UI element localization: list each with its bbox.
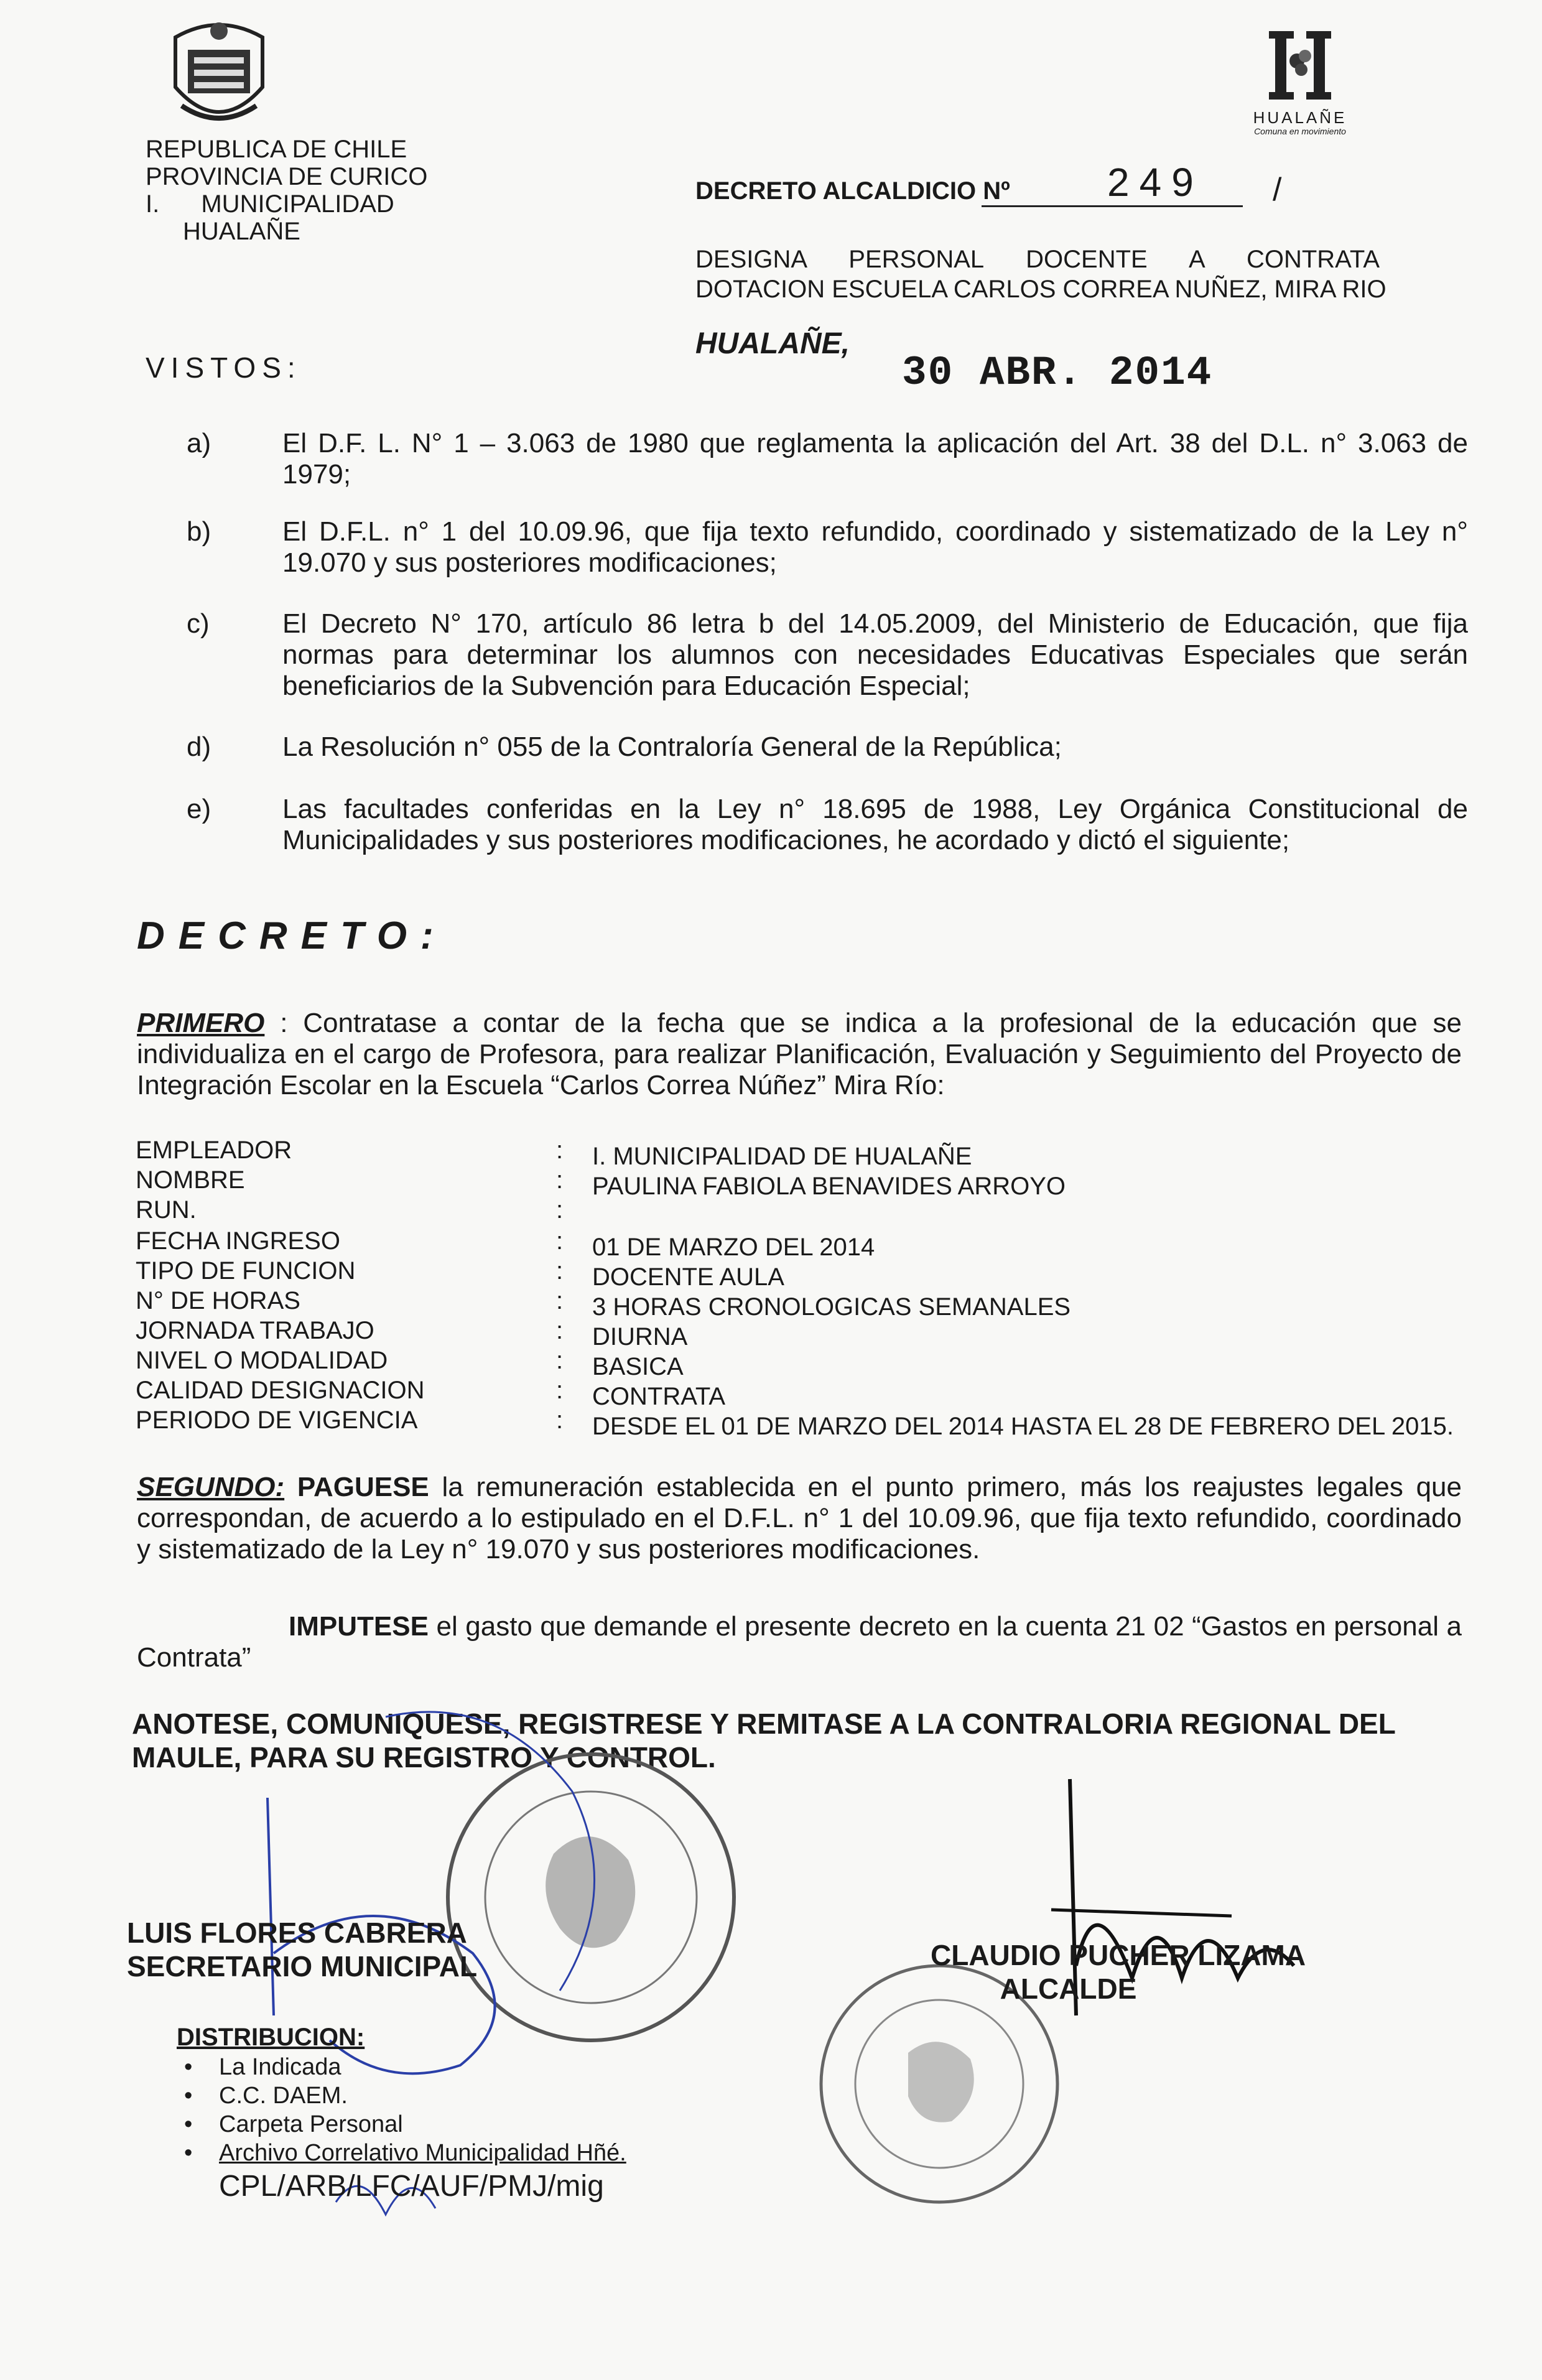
detail-value: DOCENTE AULA bbox=[592, 1263, 784, 1291]
vistos-heading: VISTOS: bbox=[146, 351, 302, 384]
detail-separator: : bbox=[556, 1317, 564, 1344]
detail-separator: : bbox=[556, 1166, 564, 1194]
decree-number: 249 bbox=[1107, 160, 1204, 205]
detail-value: DIURNA bbox=[592, 1323, 688, 1350]
imputese-paragraph bbox=[137, 1611, 1462, 1673]
vistos-text: El D.F. L. N° 1 – 3.063 de 1980 que reglamenta la aplicación del Art. 38 del D.L. n° 3.063 de 1979; bbox=[282, 428, 1468, 490]
header-issuer bbox=[146, 136, 494, 245]
detail-value: 3 HORAS CRONOLOGICAS SEMANALES bbox=[592, 1293, 1071, 1321]
distribution-item: • La Indicada bbox=[219, 2053, 626, 2081]
detail-separator: : bbox=[556, 1227, 564, 1255]
municipality-line bbox=[146, 190, 494, 218]
details-table bbox=[136, 1136, 1504, 1447]
municipality-prefix: I. bbox=[146, 190, 160, 218]
detail-row bbox=[136, 1166, 1066, 1200]
detail-row bbox=[136, 1346, 684, 1380]
mayor-name: CLAUDIO PUCHER LIZAMA bbox=[931, 1939, 1306, 1971]
vistos-letter: d) bbox=[187, 732, 211, 762]
decreto-heading: DECRETO: bbox=[137, 914, 447, 957]
detail-row bbox=[136, 1257, 784, 1291]
decree-place: HUALAÑE, bbox=[695, 327, 850, 360]
hualane-logo-icon bbox=[1263, 25, 1337, 106]
detail-separator: : bbox=[556, 1347, 564, 1374]
detail-label: RUN. bbox=[136, 1196, 197, 1224]
distribution-list bbox=[219, 2053, 626, 2167]
primero-paragraph bbox=[137, 1008, 1462, 1101]
primero-label: PRIMERO bbox=[137, 1008, 265, 1038]
mayor-block bbox=[931, 1938, 1306, 2006]
secretary-block bbox=[127, 1916, 477, 1983]
detail-separator: : bbox=[556, 1287, 564, 1314]
detail-row bbox=[136, 1376, 726, 1410]
detail-row bbox=[136, 1196, 564, 1224]
logo-name: HUALAÑE bbox=[1253, 108, 1347, 127]
vistos-letter: c) bbox=[187, 608, 210, 639]
municipal-seal-left-icon bbox=[448, 1754, 734, 2040]
secretary-title: SECRETARIO MUNICIPAL bbox=[127, 1950, 478, 1983]
reference-initials: CPL/ARB/LFC/AUF/PMJ/mig bbox=[219, 2170, 604, 2203]
detail-label: N° DE HORAS bbox=[136, 1287, 300, 1314]
detail-label: NOMBRE bbox=[136, 1166, 245, 1194]
detail-separator: : bbox=[556, 1137, 564, 1164]
vistos-text: El D.F.L. n° 1 del 10.09.96, que fija texto refundido, coordinado y sistematizado de la Ley n° 19.070 y sus posteriores modificaciones; bbox=[282, 516, 1468, 578]
detail-label: FECHA INGRESO bbox=[136, 1227, 340, 1255]
vistos-letter: e) bbox=[187, 794, 211, 824]
vistos-text: La Resolución n° 055 de la Contraloría General de la República; bbox=[282, 732, 1062, 762]
coat-of-arms-icon bbox=[163, 12, 275, 137]
detail-value: I. MUNICIPALIDAD DE HUALAÑE bbox=[592, 1143, 972, 1170]
province-name: PROVINCIA DE CURICO bbox=[146, 163, 428, 190]
vistos-text: Las facultades conferidas en la Ley n° 18.695 de 1988, Ley Orgánica Constitucional de Municipalidades y sus posteriores modificaciones, he acordado y dictó el siguiente; bbox=[282, 794, 1468, 855]
detail-separator: : bbox=[556, 1377, 564, 1404]
detail-label: NIVEL O MODALIDAD bbox=[136, 1347, 388, 1374]
secretary-name: LUIS FLORES CABRERA bbox=[127, 1917, 467, 1949]
detail-separator: : bbox=[556, 1196, 564, 1224]
imputese-text: el gasto que demande el presente decreto en la cuenta 21 02 “Gastos en personal a Contrata” bbox=[137, 1611, 1462, 1673]
country-name: REPUBLICA DE CHILE bbox=[146, 136, 407, 163]
segundo-bold-word: PAGUESE bbox=[297, 1472, 429, 1502]
detail-label: CALIDAD DESIGNACION bbox=[136, 1377, 425, 1404]
segundo-paragraph bbox=[137, 1472, 1462, 1565]
detail-row bbox=[136, 1136, 972, 1170]
segundo-text: la remuneración establecida en el punto primero, más los reajustes legales que correspondan, de acuerdo a lo estipulado en el D.F.L. n° 1 del 10.09.96, que fija texto refundido, coordinado y sistematizado de la Ley n° 19.070 y sus posteriores modificaciones. bbox=[137, 1472, 1462, 1564]
primero-text: Contratase a contar de la fecha que se indica a la profesional de la educación que se individualiza en el cargo de Profesora, para realizar Planificación, Evaluación y Seguimiento del Proyecto de Integración Escolar en la Escuela “Carlos Correa Núñez” Mira Río: bbox=[137, 1008, 1462, 1100]
detail-label: PERIODO DE VIGENCIA bbox=[136, 1406, 418, 1434]
date-stamp: 30 ABR. 2014 bbox=[902, 350, 1213, 396]
detail-label: JORNADA TRABAJO bbox=[136, 1317, 374, 1344]
decree-number-line bbox=[982, 205, 1243, 207]
detail-row bbox=[136, 1406, 1454, 1440]
detail-value: PAULINA FABIOLA BENAVIDES ARROYO bbox=[592, 1173, 1066, 1200]
decree-subject-line-2: DOTACION ESCUELA CARLOS CORREA NUÑEZ, MIRA RIO bbox=[695, 276, 1386, 303]
decree-label: DECRETO ALCALDICIO Nº bbox=[695, 177, 1010, 205]
detail-label: EMPLEADOR bbox=[136, 1137, 292, 1164]
distribution-item: • Carpeta Personal bbox=[219, 2110, 626, 2139]
detail-separator: : bbox=[556, 1257, 564, 1285]
logo-slogan: Comuna en movimiento bbox=[1254, 126, 1346, 136]
mayor-title: ALCALDE bbox=[1000, 1973, 1137, 2005]
vistos-letter: a) bbox=[187, 428, 211, 458]
detail-value: BASICA bbox=[592, 1353, 684, 1380]
segundo-label: SEGUNDO: bbox=[137, 1472, 285, 1502]
detail-row bbox=[136, 1227, 875, 1261]
detail-row bbox=[136, 1286, 1071, 1321]
detail-value: DESDE EL 01 DE MARZO DEL 2014 HASTA EL 28 DE FEBRERO DEL 2015. bbox=[592, 1413, 1454, 1440]
anotese-paragraph: ANOTESE, COMUNIQUESE, REGISTRESE Y REMITASE A LA CONTRALORIA REGIONAL DEL MAULE, PARA SU REGISTRO Y CONTROL. bbox=[132, 1708, 1396, 1773]
detail-label: TIPO DE FUNCION bbox=[136, 1257, 356, 1285]
decree-number-comma: / bbox=[1273, 172, 1282, 208]
municipality-name: MUNICIPALIDAD bbox=[201, 190, 394, 218]
detail-value: CONTRATA bbox=[592, 1383, 726, 1410]
detail-row bbox=[136, 1316, 688, 1350]
imputese-bold-word: IMPUTESE bbox=[289, 1611, 429, 1642]
distribution-item: • C.C. DAEM. bbox=[219, 2081, 626, 2110]
commune-name: HUALAÑE bbox=[183, 218, 300, 245]
distribution-heading: DISTRIBUCION: bbox=[177, 2024, 365, 2051]
distribution-item: • Archivo Correlativo Municipalidad Hñé. bbox=[219, 2139, 626, 2167]
decree-subject-line-1: DESIGNA PERSONAL DOCENTE A CONTRATA bbox=[695, 246, 1380, 273]
detail-separator: : bbox=[556, 1406, 564, 1434]
primero-separator: : bbox=[264, 1008, 304, 1038]
detail-value: 01 DE MARZO DEL 2014 bbox=[592, 1234, 875, 1261]
hualane-logo bbox=[1238, 25, 1362, 143]
vistos-letter: b) bbox=[187, 516, 211, 547]
vistos-text: El Decreto N° 170, artículo 86 letra b del 14.05.2009, del Ministerio de Educación, que fija normas para determinar los alumnos con necesidades Educativas Especiales que serán beneficiarios de la Subvención para Educación Especial; bbox=[282, 608, 1468, 701]
